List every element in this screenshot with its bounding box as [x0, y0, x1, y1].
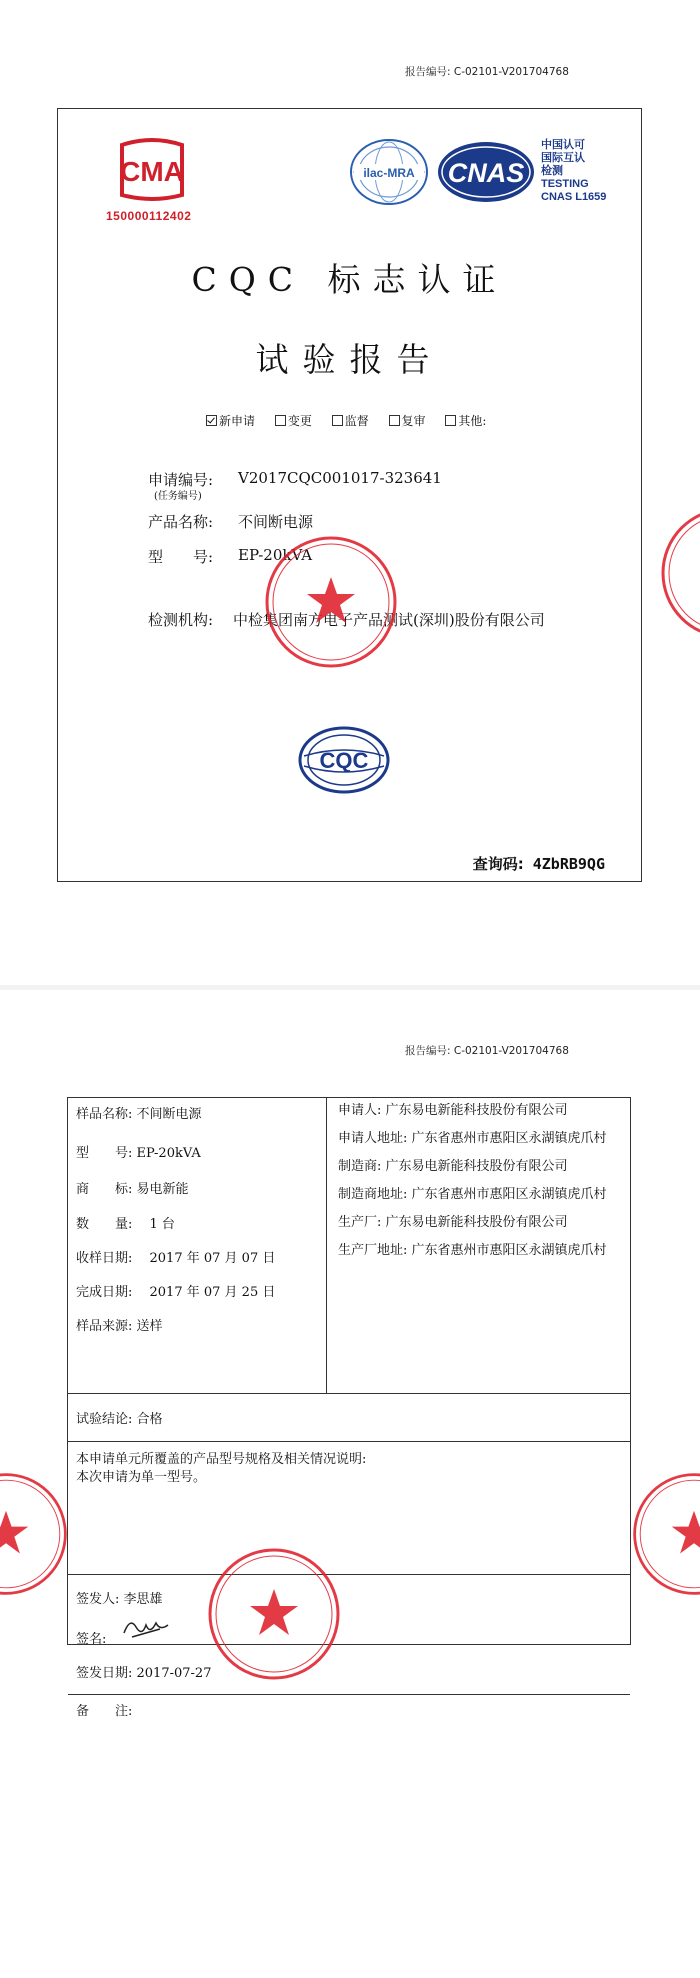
product-name-value: 不间断电源 [238, 513, 314, 531]
checkbox-review[interactable] [389, 414, 426, 428]
sample-name: 样品名称: 不间断电源 [76, 1107, 202, 1122]
row-divider [68, 1694, 630, 1695]
factory-address: 生产厂地址: 广东省惠州市惠阳区永湖镇虎爪村 [338, 1243, 607, 1258]
lab-value: 中检集团南方电子产品测试(深圳)股份有限公司 [233, 611, 545, 629]
checkbox-other[interactable] [445, 414, 486, 428]
cnas-line: TESTING [541, 178, 589, 190]
report-title-line1: CQC 标志认证 [191, 260, 508, 299]
official-seal-stamp-edge [0, 1470, 70, 1598]
factory: 生产厂: 广东易电新能科技股份有限公司 [338, 1215, 568, 1230]
task-no-note: (任务编号) [154, 491, 202, 502]
cqc-logo [298, 726, 390, 794]
official-seal-stamp [262, 533, 400, 671]
checkbox-icon [445, 415, 456, 426]
report-cover-page [0, 0, 700, 985]
checkbox-new-application[interactable] [206, 414, 255, 428]
checkbox-checked-icon [206, 415, 217, 426]
column-divider [326, 1098, 327, 1393]
ilac-mra-logo [348, 137, 430, 207]
row-divider [68, 1393, 630, 1394]
applicant-address: 申请人地址: 广东省惠州市惠阳区永湖镇虎爪村 [338, 1131, 607, 1146]
official-seal-stamp [205, 1545, 343, 1683]
report-number: 报告编号: C-02101-V201704768 [405, 1045, 569, 1057]
issue-date: 签发日期: 2017-07-27 [76, 1666, 212, 1681]
row-divider [68, 1574, 630, 1575]
cnas-line: 中国认可 [541, 139, 585, 151]
cover-frame [57, 108, 642, 882]
product-name-label: 产品名称: [148, 513, 214, 531]
completed-date: 完成日期: 2017 年 07 月 25 日 [76, 1285, 276, 1300]
signature-label: 签名: [76, 1632, 107, 1647]
report-title-line2: 试验报告 [255, 340, 444, 379]
sample-model: 型 号: EP-20kVA [76, 1146, 201, 1161]
lab-label: 检测机构: [148, 611, 214, 629]
cnas-accreditation-text [541, 139, 606, 204]
checkbox-icon [389, 415, 400, 426]
report-details-page [0, 990, 700, 1978]
remarks: 备 注: [76, 1704, 133, 1719]
official-seal-stamp-edge [658, 504, 700, 642]
cqc-logo-text: CQC [319, 748, 369, 773]
test-conclusion: 试验结论: 合格 [76, 1412, 163, 1427]
application-type-checkboxes [206, 412, 502, 429]
details-table [67, 1097, 631, 1719]
description-title: 本申请单元所覆盖的产品型号规格及相关情况说明: [76, 1452, 367, 1467]
issuer: 签发人: 李思雄 [76, 1592, 163, 1607]
checkbox-label: 监督 [344, 414, 369, 428]
cma-logo-text: CMA [120, 156, 184, 187]
manufacturer: 制造商: 广东易电新能科技股份有限公司 [338, 1159, 568, 1174]
cnas-logo [436, 139, 536, 205]
app-no-label: 申请编号: [148, 471, 214, 489]
handwritten-signature [120, 1613, 180, 1643]
checkbox-change[interactable] [275, 414, 312, 428]
sample-trademark: 商 标: 易电新能 [76, 1182, 189, 1197]
applicant-info [338, 1100, 623, 1268]
checkbox-supervision[interactable] [332, 414, 369, 428]
sample-source: 样品来源: 送样 [76, 1319, 163, 1334]
description-text: 本次申请为单一型号。 [76, 1470, 207, 1485]
checkbox-label: 变更 [287, 414, 312, 428]
manufacturer-address: 制造商地址: 广东省惠州市惠阳区永湖镇虎爪村 [338, 1187, 607, 1202]
checkbox-icon [275, 415, 286, 426]
checkbox-label: 新申请 [219, 414, 256, 428]
cnas-line: 检测 [541, 165, 563, 177]
checkbox-label: 复审 [401, 414, 426, 428]
row-divider [68, 1441, 630, 1442]
checkbox-label: 其他: [458, 414, 487, 428]
query-code [473, 853, 605, 874]
ilac-logo-text: ilac-MRA [363, 166, 415, 180]
model-value: EP-20kVA [238, 546, 313, 564]
sample-quantity: 数 量: 1 台 [76, 1217, 175, 1232]
cnas-line: 国际互认 [541, 152, 585, 164]
cma-logo [116, 137, 188, 203]
checkbox-icon [332, 415, 343, 426]
cma-number: 150000112402 [106, 209, 192, 223]
received-date: 收样日期: 2017 年 07 月 07 日 [76, 1251, 276, 1266]
query-code-value: 4ZbRB9QG [532, 855, 605, 873]
model-label: 型 号: [148, 548, 214, 566]
cnas-logo-text: CNAS [447, 158, 525, 188]
cnas-line: CNAS L1659 [541, 191, 607, 203]
report-number: 报告编号: C-02101-V201704768 [405, 66, 569, 78]
app-no-value: V2017CQC001017-323641 [238, 469, 442, 487]
official-seal-stamp-edge [630, 1470, 700, 1598]
applicant: 申请人: 广东易电新能科技股份有限公司 [338, 1103, 568, 1118]
query-code-label: 查询码: [472, 855, 524, 873]
